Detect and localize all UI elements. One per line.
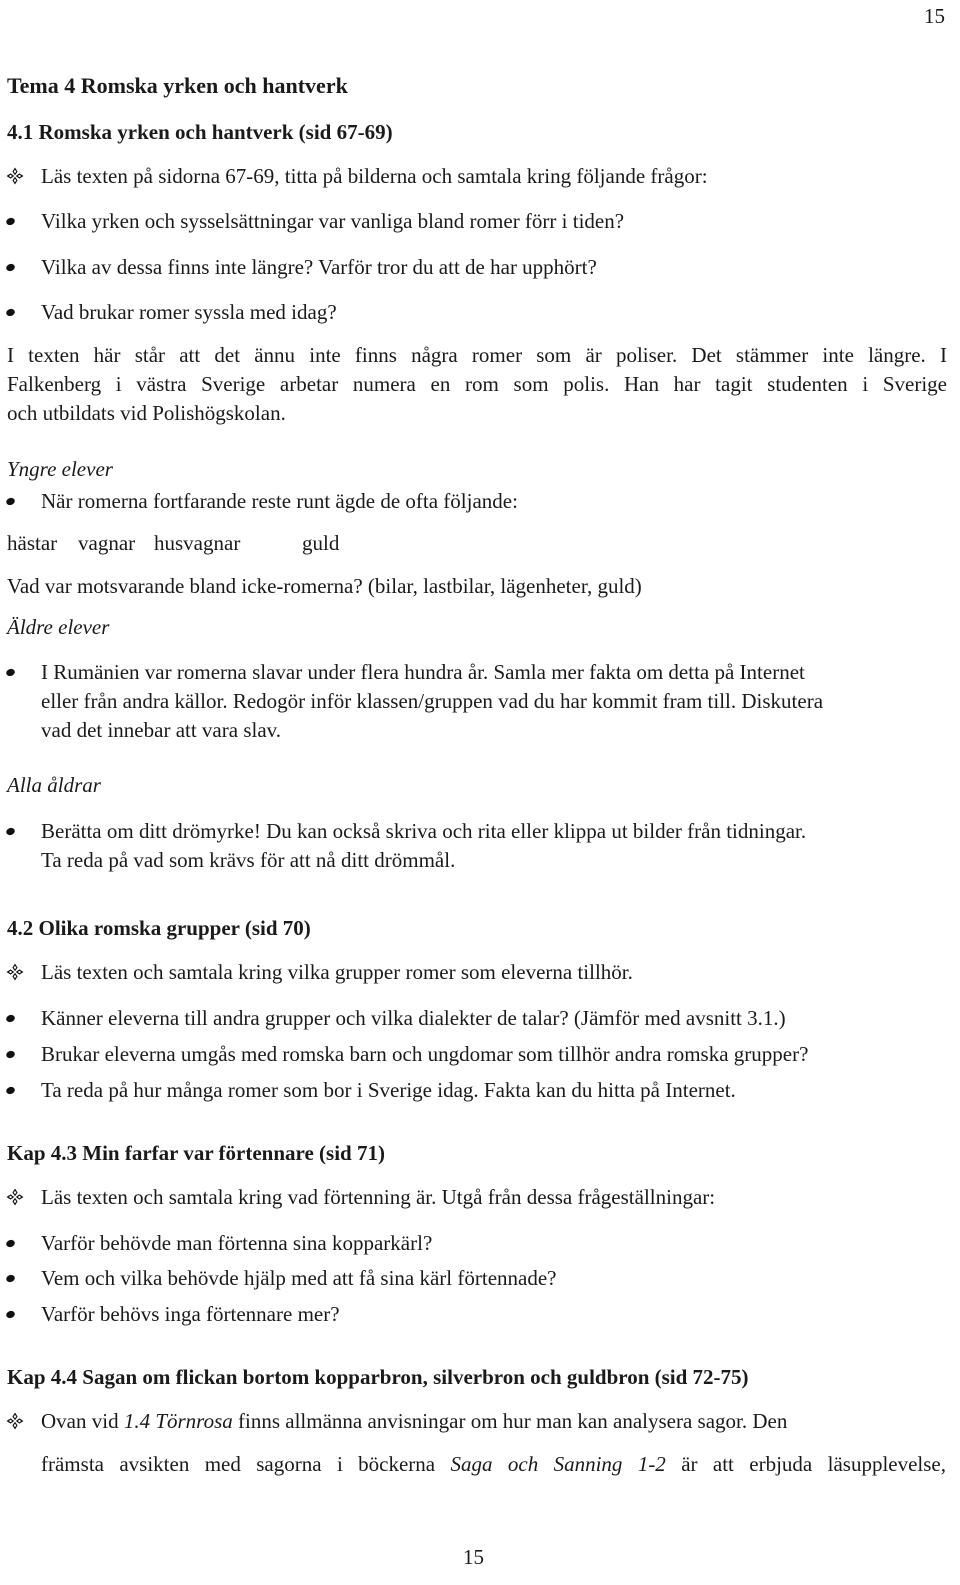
section-heading-4-2: 4.2 Olika romska grupper (sid 70) (7, 916, 311, 940)
question-item: Vad brukar romer syssla med idag? (41, 300, 337, 324)
older-line: eller från andra källor. Redogör inför klassen/gruppen vad du har kommit fram till. Diskutera (41, 689, 824, 713)
all-ages-line: Berätta om ditt drömyrke! Du kan också skriva och rita eller klippa ut bilder från tidningar. (41, 819, 807, 843)
older-line: I Rumänien var romerna slavar under flera hundra år. Samla mer fakta om detta på Internet (41, 660, 805, 684)
paragraph-line (41, 1407, 946, 1436)
question-item: Varför behövde man förtenna sina kopparkärl? (41, 1231, 433, 1255)
diamond-bullet-icon (6, 1412, 24, 1430)
question-item: Känner eleverna till andra grupper och vilka dialekter de talar? (Jämför med avsnitt 3.1.) (41, 1006, 786, 1030)
section-intro: Läs texten och samtala kring vilka grupper romer som eleverna tillhör. (41, 960, 633, 984)
page-number-bottom: 15 (463, 1545, 484, 1569)
text-run: Ovan vid 1.4 Törnrosa finns allmänna anvisningar om hur man kan analysera sagor. Den (41, 1409, 788, 1433)
section-intro: Läs texten och samtala kring vad förtenning är. Utgå från dessa frågeställningar: (41, 1185, 716, 1209)
section-intro: Läs texten på sidorna 67-69, titta på bilderna och samtala kring följande frågor: (41, 164, 708, 188)
note-line: I texten här står att det ännu inte finns några romer som är poliser. Det stämmer inte längre. I (7, 343, 947, 367)
book-title: Saga och Sanning 1-2 (450, 1452, 666, 1476)
question-item: Vilka av dessa finns inte längre? Varför tror du att de har upphört? (41, 255, 597, 279)
bullet-icon (5, 1239, 16, 1249)
item-word: husvagnar (154, 531, 241, 555)
paragraph-line: främsta avsikten med sagorna i böckerna Saga och Sanning 1-2 är att erbjuda läsupplevelse, (41, 1452, 947, 1476)
diamond-bullet-icon (6, 167, 24, 185)
bullet-icon (5, 1050, 16, 1060)
question-item: Brukar eleverna umgås med romska barn och ungdomar som tillhör andra romska grupper? (41, 1042, 809, 1066)
bullet-icon (5, 308, 16, 318)
bullet-icon (5, 827, 16, 837)
diamond-bullet-icon (6, 963, 24, 981)
bullet-icon (5, 1014, 16, 1024)
item-word: hästar (7, 531, 58, 555)
question-item: Varför behövs inga förtennare mer? (41, 1302, 340, 1326)
all-ages-label: Alla åldrar (7, 773, 101, 797)
older-line: vad det innebar att vara slav. (41, 718, 282, 742)
bullet-icon (5, 263, 16, 273)
question-item: Vilka yrken och sysselsättningar var vanliga bland romer förr i tiden? (41, 209, 625, 233)
item-word: vagnar (78, 531, 136, 555)
page-title: Tema 4 Romska yrken och hantverk (7, 73, 348, 98)
bullet-icon (5, 1274, 16, 1284)
bullet-icon (5, 497, 16, 507)
section-heading-4-4: Kap 4.4 Sagan om flickan bortom kopparbron, silverbron och guldbron (sid 72-75) (7, 1365, 749, 1389)
bullet-icon (5, 668, 16, 678)
counterpart-question: Vad var motsvarande bland icke-romerna? (bilar, lastbilar, lägenheter, guld) (7, 574, 642, 598)
item-word: guld (302, 531, 340, 555)
bullet-icon (5, 1310, 16, 1320)
reference-title: 1.4 Törnrosa (123, 1409, 233, 1433)
younger-label: Yngre elever (7, 457, 113, 481)
section-heading-4-3: Kap 4.3 Min farfar var förtennare (sid 71) (7, 1141, 385, 1165)
note-line: Falkenberg i västra Sverige arbetar numera en rom som polis. Han har tagit studenten i Sverige (7, 372, 947, 396)
question-item: Ta reda på hur många romer som bor i Sverige idag. Fakta kan du hitta på Internet. (41, 1078, 736, 1102)
bullet-icon (5, 1086, 16, 1096)
question-item: Vem och vilka behövde hjälp med att få sina kärl förtennade? (41, 1266, 557, 1290)
bullet-icon (5, 217, 16, 227)
all-ages-line: Ta reda på vad som krävs för att nå ditt drömmål. (41, 848, 456, 872)
diamond-bullet-icon (6, 1188, 24, 1206)
note-line: och utbildats vid Polishögskolan. (7, 401, 286, 425)
page-number-top: 15 (924, 4, 945, 28)
section-heading-4-1: 4.1 Romska yrken och hantverk (sid 67-69) (7, 120, 393, 144)
older-label: Äldre elever (7, 615, 110, 639)
younger-question: När romerna fortfarande reste runt ägde de ofta följande: (41, 489, 518, 513)
